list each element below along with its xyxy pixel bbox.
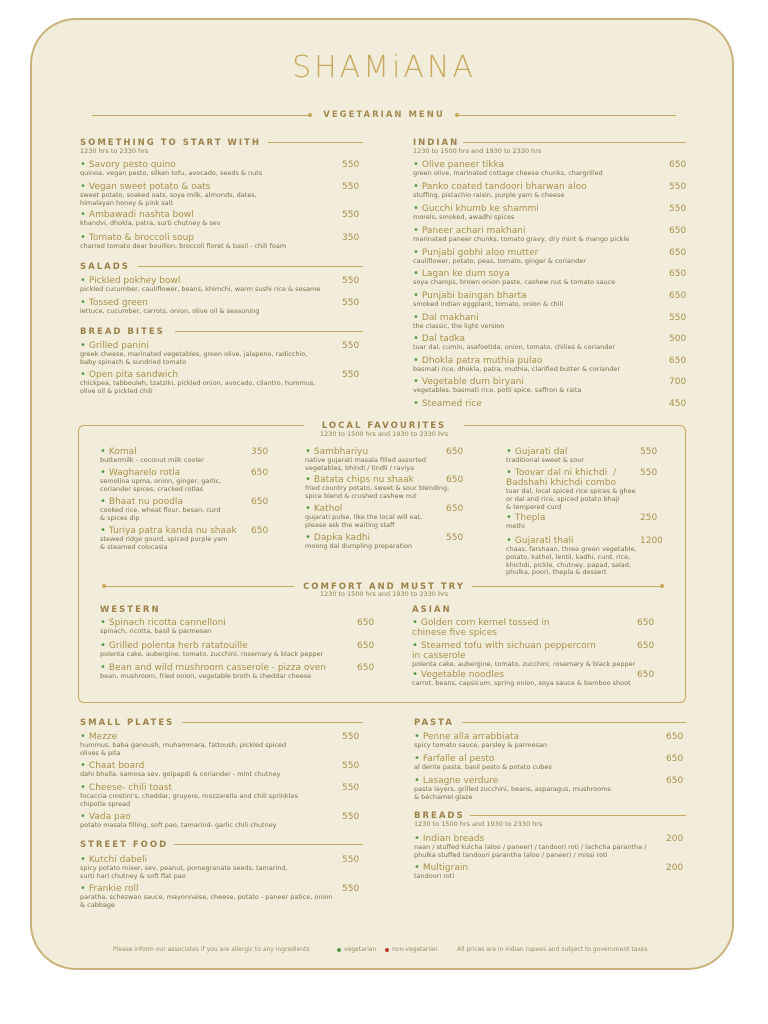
menu-item-name	[506, 468, 696, 488]
menu-item-price: 650	[669, 269, 687, 279]
menu-item-price: 550	[342, 298, 360, 308]
divider-dot	[660, 584, 664, 588]
subsection-title-asian: ASIAN	[412, 605, 452, 615]
menu-item	[80, 160, 380, 178]
menu-item-price: 650	[666, 754, 684, 764]
menu-item-description: paratha, schezwan sauce, mayonnaise, cheese, potato - paneer patice, onion & cabbage	[80, 893, 333, 909]
menu-item	[80, 298, 380, 316]
menu-item-description: pickled cucumber, cauliflower, beans, khimchi, warm sushi rice & sesame	[80, 285, 321, 293]
menu-item	[413, 291, 703, 309]
menu-item-description: semolina upma, onion, ginger, garlic, coriander spices, cracked rotlas	[100, 477, 222, 493]
menu-item-label: Dal tadka	[421, 334, 466, 344]
menu-item-description: stewed ridge gourd, spiced purple yam & steamed colocasia	[100, 535, 228, 551]
menu-item	[80, 855, 380, 881]
menu-item-price: 650	[446, 475, 464, 485]
subsection-title-western: WESTERN	[100, 605, 161, 615]
section-title-bread-bites: BREAD BITES	[80, 327, 165, 337]
veg-bullet-icon: •	[100, 662, 106, 673]
menu-item	[413, 204, 703, 222]
veg-bullet-icon: •	[414, 731, 420, 742]
veg-bullet-icon: •	[80, 760, 86, 771]
section-title-pasta: PASTA	[414, 718, 454, 728]
menu-item-description: methi	[506, 522, 525, 530]
menu-item	[414, 754, 704, 772]
menu-item-price: 1200	[640, 536, 663, 546]
brand-logo: SHAMiANA	[292, 50, 476, 85]
menu-item-label: Dapka kadhi	[313, 533, 370, 543]
menu-item-price: 550	[342, 732, 360, 742]
menu-item-description: smoked indian eggplant, tomato, onion & chili	[413, 300, 564, 308]
veg-bullet-icon: •	[414, 753, 420, 764]
menu-item-price: 350	[251, 447, 269, 457]
menu-item-price: 650	[251, 526, 269, 536]
menu-item-description: spinach, ricotta, basil & parmesan	[100, 627, 212, 635]
veg-bullet-icon: •	[100, 467, 106, 478]
menu-item-description: traditional sweet & sour	[506, 456, 585, 464]
menu-item-description: the classic, the light version	[413, 322, 505, 330]
veg-bullet-icon: •	[80, 159, 86, 170]
menu-item-label: Punjabi gobhi aloo mutter	[421, 248, 539, 258]
veg-bullet-icon: •	[413, 290, 419, 301]
menu-item	[413, 160, 703, 178]
menu-item-price: 650	[446, 504, 464, 514]
menu-item-label: Batata chips nu shaak	[313, 475, 414, 485]
menu-item-price: 200	[666, 863, 684, 873]
veg-bullet-icon: •	[305, 532, 311, 543]
menu-item	[413, 399, 703, 409]
veg-bullet-icon: •	[100, 446, 106, 457]
menu-item	[80, 884, 380, 910]
veg-bullet-icon: •	[80, 782, 86, 793]
menu-item-price: 650	[637, 618, 655, 628]
veg-bullet-icon: •	[413, 333, 419, 344]
menu-item-description: buttermilk - coconut milk cooler	[100, 456, 204, 464]
menu-item-description: tuar dal, cumin, asafoetida, onion, tomato, chilies & coriander	[413, 343, 615, 351]
menu-item	[80, 761, 380, 779]
menu-item	[80, 210, 380, 228]
menu-item-price: 550	[342, 210, 360, 220]
menu-item-description: chickpea, tabbouleh, tzatziki, pickled onion, avocado, cilantro, hummus, olive oil & pickled chili	[80, 379, 316, 395]
menu-item-label: Sambhariyu	[313, 447, 369, 457]
divider	[268, 142, 363, 143]
menu-item-price: 650	[666, 776, 684, 786]
divider	[458, 115, 676, 116]
menu-item-price: 550	[342, 783, 360, 793]
menu-item-label: Dhokla patra muthia pulao	[421, 356, 543, 366]
menu-item-description: charred tomato dear bouillon, broccoli floret & basil - chili foam	[80, 242, 287, 250]
menu-item	[413, 226, 703, 244]
menu-item-description: dahi bhalla, samosa sev, golpapdi & coriander - mint chutney	[80, 770, 281, 778]
section-title-indian: INDIAN	[413, 138, 460, 148]
menu-item	[80, 783, 380, 809]
section-time-start: 1230 hrs to 2330 hrs	[80, 147, 149, 155]
menu-item-description: al dente pasta, basil pesto & potato cubes	[414, 763, 552, 771]
menu-item	[305, 475, 495, 501]
menu-item-label: Grilled polenta herb ratatouille	[108, 641, 248, 651]
menu-item-description: bean, mushroom, fried onion, vegetable broth & cheddar cheese	[100, 672, 312, 680]
nonveg-legend: non-vegetarian	[392, 946, 438, 953]
menu-item-description: lettuce, cucumber, carrots, onion, olive oil & seasoning	[80, 307, 260, 315]
menu-item-price: 550	[640, 447, 658, 457]
menu-item-price: 650	[669, 248, 687, 258]
menu-item-price: 650	[669, 291, 687, 301]
menu-item	[80, 341, 380, 367]
veg-bullet-icon: •	[413, 159, 419, 170]
menu-item-label: Chaat board	[88, 761, 145, 771]
menu-item-label: Steamed rice	[421, 399, 482, 409]
menu-item-price: 500	[669, 334, 687, 344]
veg-bullet-icon: •	[305, 503, 311, 514]
menu-item-label: Vegetable noodles	[420, 670, 504, 680]
menu-item-description: spicy potato mixer, sev, peanut, pomegranate seeds, tamarind, surti hari chutney & soft flat pao	[80, 864, 288, 880]
menu-item-price: 650	[446, 447, 464, 457]
menu-item-label: Ambawadi nashta bowl	[88, 210, 194, 220]
menu-item	[80, 732, 380, 758]
menu-item	[80, 370, 380, 396]
menu-item-price: 550	[342, 341, 360, 351]
menu-item-label: Cheese- chili toast	[88, 783, 173, 793]
veg-bullet-icon: •	[413, 181, 419, 192]
menu-item	[100, 526, 290, 552]
menu-item-price: 650	[669, 356, 687, 366]
menu-item-label: Gujarati dal	[514, 447, 568, 457]
menu-item-description: quinoa, vegan pesto, silken tofu, avocado, seeds & nuts	[80, 169, 263, 177]
menu-item-label: Kathol	[313, 504, 343, 514]
menu-item	[414, 732, 704, 750]
menu-item-label: Farfalle al pesto	[422, 754, 495, 764]
menu-item-label: Toovar dal ni khichdi / Badshahi khichdi combo	[506, 468, 616, 488]
menu-title: VEGETARIAN MENU	[323, 110, 445, 120]
veg-bullet-icon: •	[80, 340, 86, 351]
menu-item-price: 650	[669, 160, 687, 170]
veg-bullet-icon: •	[506, 512, 512, 523]
menu-item	[412, 670, 682, 688]
veg-bullet-icon: •	[80, 275, 86, 286]
menu-item-price: 550	[342, 160, 360, 170]
menu-item	[305, 447, 495, 473]
menu-item-description: fried country potato, sweet & sour blending, spice blend & crushed cashew nut	[305, 484, 450, 500]
veg-bullet-icon: •	[413, 247, 419, 258]
menu-item-label: Gucchi khumb ke shammi	[421, 204, 539, 214]
menu-item-label: Thepla	[514, 513, 546, 523]
veg-bullet-icon: •	[80, 811, 86, 822]
section-title-local: LOCAL FAVOURITES	[321, 421, 447, 431]
section-time-comfort: 1230 to 1500 hrs and 1930 to 2330 hrs	[319, 590, 449, 598]
menu-item	[80, 276, 380, 294]
divider	[463, 142, 686, 143]
menu-item-label: Bean and wild mushroom casserole - pizza oven	[108, 663, 326, 673]
veg-bullet-icon: •	[413, 376, 419, 387]
menu-item	[414, 863, 704, 881]
menu-item-description: sweet potato, soaked oats, soya milk, almonds, dates, himalayan honey & pink salt	[80, 191, 257, 207]
menu-item-price: 700	[669, 377, 687, 387]
menu-item-price: 200	[666, 834, 684, 844]
veg-bullet-icon: •	[305, 474, 311, 485]
menu-item-label: Paneer achari makhani	[421, 226, 526, 236]
menu-item-description: cooked rice, wheat flour, besan, curd & spices dip	[100, 506, 221, 522]
menu-item-description: greek cheese, marinated vegetables, green olive, jalapeno, radicchio, baby spinach & sundried tomato	[80, 350, 308, 366]
menu-item-description: khandvi, dhokla, patra, surti chutney & sev	[80, 219, 221, 227]
menu-item-label: Dal makhani	[421, 313, 479, 323]
menu-item-price: 550	[342, 855, 360, 865]
menu-item-description: polenta cake, aubergine, tomato, zucchini, rosemary & black pepper	[100, 650, 324, 658]
menu-item-label: Punjabi baingan bharta	[421, 291, 527, 301]
menu-item	[414, 834, 704, 860]
menu-item-description: native gujarati masala filled assorted vegetables, bhindi / tindli / raviya	[305, 456, 426, 472]
menu-item-label: Indian breads	[422, 834, 485, 844]
menu-item-description: basmati rice, dhokla, patra, muthia, clarified butter & coriander	[413, 365, 621, 373]
veg-bullet-icon: •	[413, 225, 419, 236]
veg-bullet-icon: •	[506, 535, 512, 546]
menu-item-description: morels, smoked, awadhi spices	[413, 213, 515, 221]
menu-item-description: spicy tomato sauce, parsley & parmesan	[414, 741, 547, 749]
menu-item	[80, 812, 380, 830]
menu-item-label: Multigrain	[422, 863, 469, 873]
menu-item-label: Mezze	[88, 732, 118, 742]
menu-item-price: 650	[251, 497, 269, 507]
menu-item-label: Wagharelo rotla	[108, 468, 181, 478]
menu-item-description: naan / stuffed kulcha (aloo / paneer) / tandoori roti / lachcha parantha / phulka stuffed tandoori parantha (aloo / paneer) / missi roti	[414, 843, 647, 859]
divider	[138, 266, 363, 267]
veg-bullet-icon: •	[100, 496, 106, 507]
menu-item	[413, 248, 703, 266]
menu-item	[412, 641, 682, 669]
veg-bullet-icon: •	[80, 232, 86, 243]
menu-item-description: marinated paneer chunks, tomato gravy, dry mint & mango pickle	[413, 235, 630, 243]
veg-bullet-icon: •	[80, 369, 86, 380]
menu-item-price: 550	[446, 533, 464, 543]
menu-item-price: 650	[669, 226, 687, 236]
menu-item-price: 550	[669, 182, 687, 192]
menu-item-label: Olive paneer tikka	[421, 160, 505, 170]
section-time-local: 1230 to 1500 hrs and 1930 to 2330 hrs	[319, 430, 449, 438]
menu-item	[80, 182, 380, 208]
menu-item-price: 550	[640, 468, 658, 478]
section-title-comfort: COMFORT AND MUST TRY	[303, 582, 465, 592]
section-title-street-food: STREET FOOD	[80, 840, 169, 850]
menu-item-price: 650	[357, 618, 375, 628]
menu-item-price: 650	[637, 641, 655, 651]
menu-item-price: 550	[342, 812, 360, 822]
menu-item-price: 350	[342, 233, 360, 243]
menu-item-label: Panko coated tandoori bharwan aloo	[421, 182, 587, 192]
menu-item-label: Komal	[108, 447, 137, 457]
menu-item-description: cauliflower, potato, peas, tomato, ginger & coriander	[413, 257, 586, 265]
veg-bullet-icon: •	[80, 731, 86, 742]
menu-item-price: 650	[357, 641, 375, 651]
menu-item-label: Savory pesto quino	[88, 160, 176, 170]
menu-item	[412, 618, 682, 638]
veg-bullet-icon: •	[413, 203, 419, 214]
menu-item	[506, 536, 696, 577]
menu-item	[305, 504, 495, 530]
veg-bullet-icon: •	[305, 446, 311, 457]
menu-item	[413, 377, 703, 395]
menu-item-price: 650	[251, 468, 269, 478]
menu-item	[413, 313, 703, 331]
menu-item-description: gujarati pulse, like the local will eat, please ask the waiting staff	[305, 513, 423, 529]
menu-item	[100, 447, 290, 465]
menu-item-price: 550	[342, 761, 360, 771]
veg-bullet-icon: •	[413, 268, 419, 279]
veg-bullet-icon: •	[506, 446, 512, 457]
veg-legend: vegetarian	[344, 946, 377, 953]
divider	[175, 331, 363, 332]
menu-item-label: Open pita sandwich	[88, 370, 179, 380]
veg-bullet-icon: •	[100, 525, 106, 536]
divider	[470, 815, 686, 816]
menu-item-description: chaas, farshaan, three green vegetable, potato, kathol, lentil, kadhi, curd, rice, khichdi, pickle, chutney, papad, salad, phulka, poori, thepla & dessert	[506, 545, 637, 577]
divider	[462, 722, 686, 723]
menu-item-price: 550	[342, 276, 360, 286]
menu-item-price: 650	[666, 732, 684, 742]
menu-item-name	[413, 399, 703, 409]
veg-bullet-icon: •	[80, 181, 86, 192]
menu-item	[100, 468, 290, 494]
menu-item-price: 550	[342, 884, 360, 894]
menu-item-price: 650	[357, 663, 375, 673]
veg-bullet-icon: •	[506, 467, 512, 478]
menu-item-label: Golden corn kernel tossed in chinese five spices	[412, 618, 550, 638]
menu-item-label: Pickled pokhey bowl	[88, 276, 181, 286]
menu-item-description: green olive, marinated cottage cheese chunks, chargrilled	[413, 169, 603, 177]
menu-item	[413, 356, 703, 374]
veg-bullet-icon: •	[80, 297, 86, 308]
veg-bullet-icon: •	[413, 355, 419, 366]
menu-item	[413, 182, 703, 200]
menu-item-description: hummus, baba ganoush, muhammara, fattoush, pickled spiced olives & pita	[80, 741, 287, 757]
menu-item-description: pasta layers, grilled zucchini, beans, asparagus, mushrooms & béchamel glaze	[414, 785, 611, 801]
menu-item	[100, 497, 290, 523]
divider	[472, 586, 662, 587]
menu-item	[80, 233, 380, 251]
menu-item	[413, 334, 703, 352]
menu-item-label: Kutchi dabeli	[88, 855, 148, 865]
menu-item-description: focaccia crostini's, cheddar, gruyere, mozzarella and chili sprinkles chipotle spread	[80, 792, 298, 808]
menu-item	[305, 533, 495, 551]
menu-item-description: potato masala filling, soft pao, tamarind- garlic chili chutney	[80, 821, 277, 829]
section-title-start: SOMETHING TO START WITH	[80, 138, 261, 148]
veg-bullet-icon: •	[413, 312, 419, 323]
menu-item-label: Gujarati thali	[514, 536, 574, 546]
menu-item-price: 250	[640, 513, 658, 523]
menu-item	[506, 513, 696, 531]
veg-bullet-icon: •	[414, 833, 420, 844]
allergy-note: Please inform our associates if you are allergic to any ingredients	[113, 946, 310, 953]
nonveg-indicator-icon	[385, 948, 389, 952]
divider	[174, 844, 363, 845]
veg-bullet-icon: •	[412, 617, 418, 628]
menu-item	[506, 447, 696, 465]
menu-item-description: soya champs, brown onion paste, cashew nut & tomato sauce	[413, 278, 616, 286]
menu-item	[506, 468, 696, 511]
menu-item-description: tandoori roti	[414, 872, 455, 880]
menu-item-label: Bhaat nu poodla	[108, 497, 183, 507]
menu-item	[100, 663, 400, 681]
veg-bullet-icon: •	[100, 640, 106, 651]
menu-item-label: Lagan ke dum soya	[421, 269, 510, 279]
veg-bullet-icon: •	[414, 862, 420, 873]
menu-item-description: polenta cake, aubergine, tomato, zucchini, rosemary & black pepper	[412, 660, 636, 668]
menu-item-name	[506, 513, 696, 523]
veg-bullet-icon: •	[412, 669, 418, 680]
menu-item-label: Tomato & broccoli soup	[88, 233, 195, 243]
menu-item-label: Spinach ricotta cannelloni	[108, 618, 226, 628]
section-title-breads: BREADS	[414, 811, 465, 821]
veg-bullet-icon: •	[80, 883, 86, 894]
menu-item-price: 650	[637, 670, 655, 680]
section-title-small-plates: SMALL PLATES	[80, 718, 175, 728]
menu-item-label: Penne alla arrabbiata	[422, 732, 520, 742]
veg-bullet-icon: •	[414, 775, 420, 786]
veg-bullet-icon: •	[100, 617, 106, 628]
menu-item-name	[414, 863, 704, 873]
menu-item-label: Vegan sweet potato & oats	[88, 182, 211, 192]
section-title-salads: SALADS	[80, 262, 130, 272]
section-time-indian: 1230 to 1500 hrs and 1930 to 2330 hrs	[413, 147, 542, 155]
price-note: All prices are in indian rupees and subject to government taxes	[457, 946, 648, 953]
menu-item-description: moong dal dumpling preparation	[305, 542, 413, 550]
menu-item	[414, 776, 704, 802]
menu-item-label: Steamed tofu with sichuan peppercorn in casserole	[412, 641, 596, 661]
menu-item	[100, 641, 400, 659]
menu-item-price: 550	[669, 204, 687, 214]
menu-item-price: 550	[669, 313, 687, 323]
menu-item-label: Grilled panini	[88, 341, 149, 351]
menu-item-description: vegetables, basmati rice, potli spice, saffron & raita	[413, 386, 582, 394]
veg-bullet-icon: •	[80, 209, 86, 220]
menu-item-description: stuffing, pistachio raisin, purple yam & cheese	[413, 191, 565, 199]
veg-bullet-icon: •	[412, 640, 418, 651]
veg-bullet-icon: •	[80, 854, 86, 865]
divider	[182, 722, 363, 723]
menu-item-price: 450	[669, 399, 687, 409]
menu-item-label: Turiya patra kanda nu shaak	[108, 526, 237, 536]
menu-item-price: 550	[342, 370, 360, 380]
menu-item	[413, 269, 703, 287]
menu-item-label: Tossed green	[88, 298, 148, 308]
menu-item	[100, 618, 400, 636]
menu-item-description: tuar dal, local spiced rice spices & ghee or dal and rice, spiced potato bhaji & tempered curd	[506, 487, 636, 511]
veg-bullet-icon: •	[413, 398, 419, 409]
menu-item-price: 550	[342, 182, 360, 192]
section-time-breads: 1230 to 1500 hrs and 1930 to 2330 hrs	[414, 820, 543, 828]
menu-item-description: carrot, beans, capsicum, spring onion, soya sauce & bamboo shoot	[412, 679, 631, 687]
menu-item-label: Vada pao	[88, 812, 131, 822]
veg-indicator-icon	[337, 948, 341, 952]
menu-item-label: Frankie roll	[88, 884, 139, 894]
menu-item-label: Lasagne verdure	[422, 776, 499, 786]
menu-item-label: Vegetable dum biryani	[421, 377, 524, 387]
